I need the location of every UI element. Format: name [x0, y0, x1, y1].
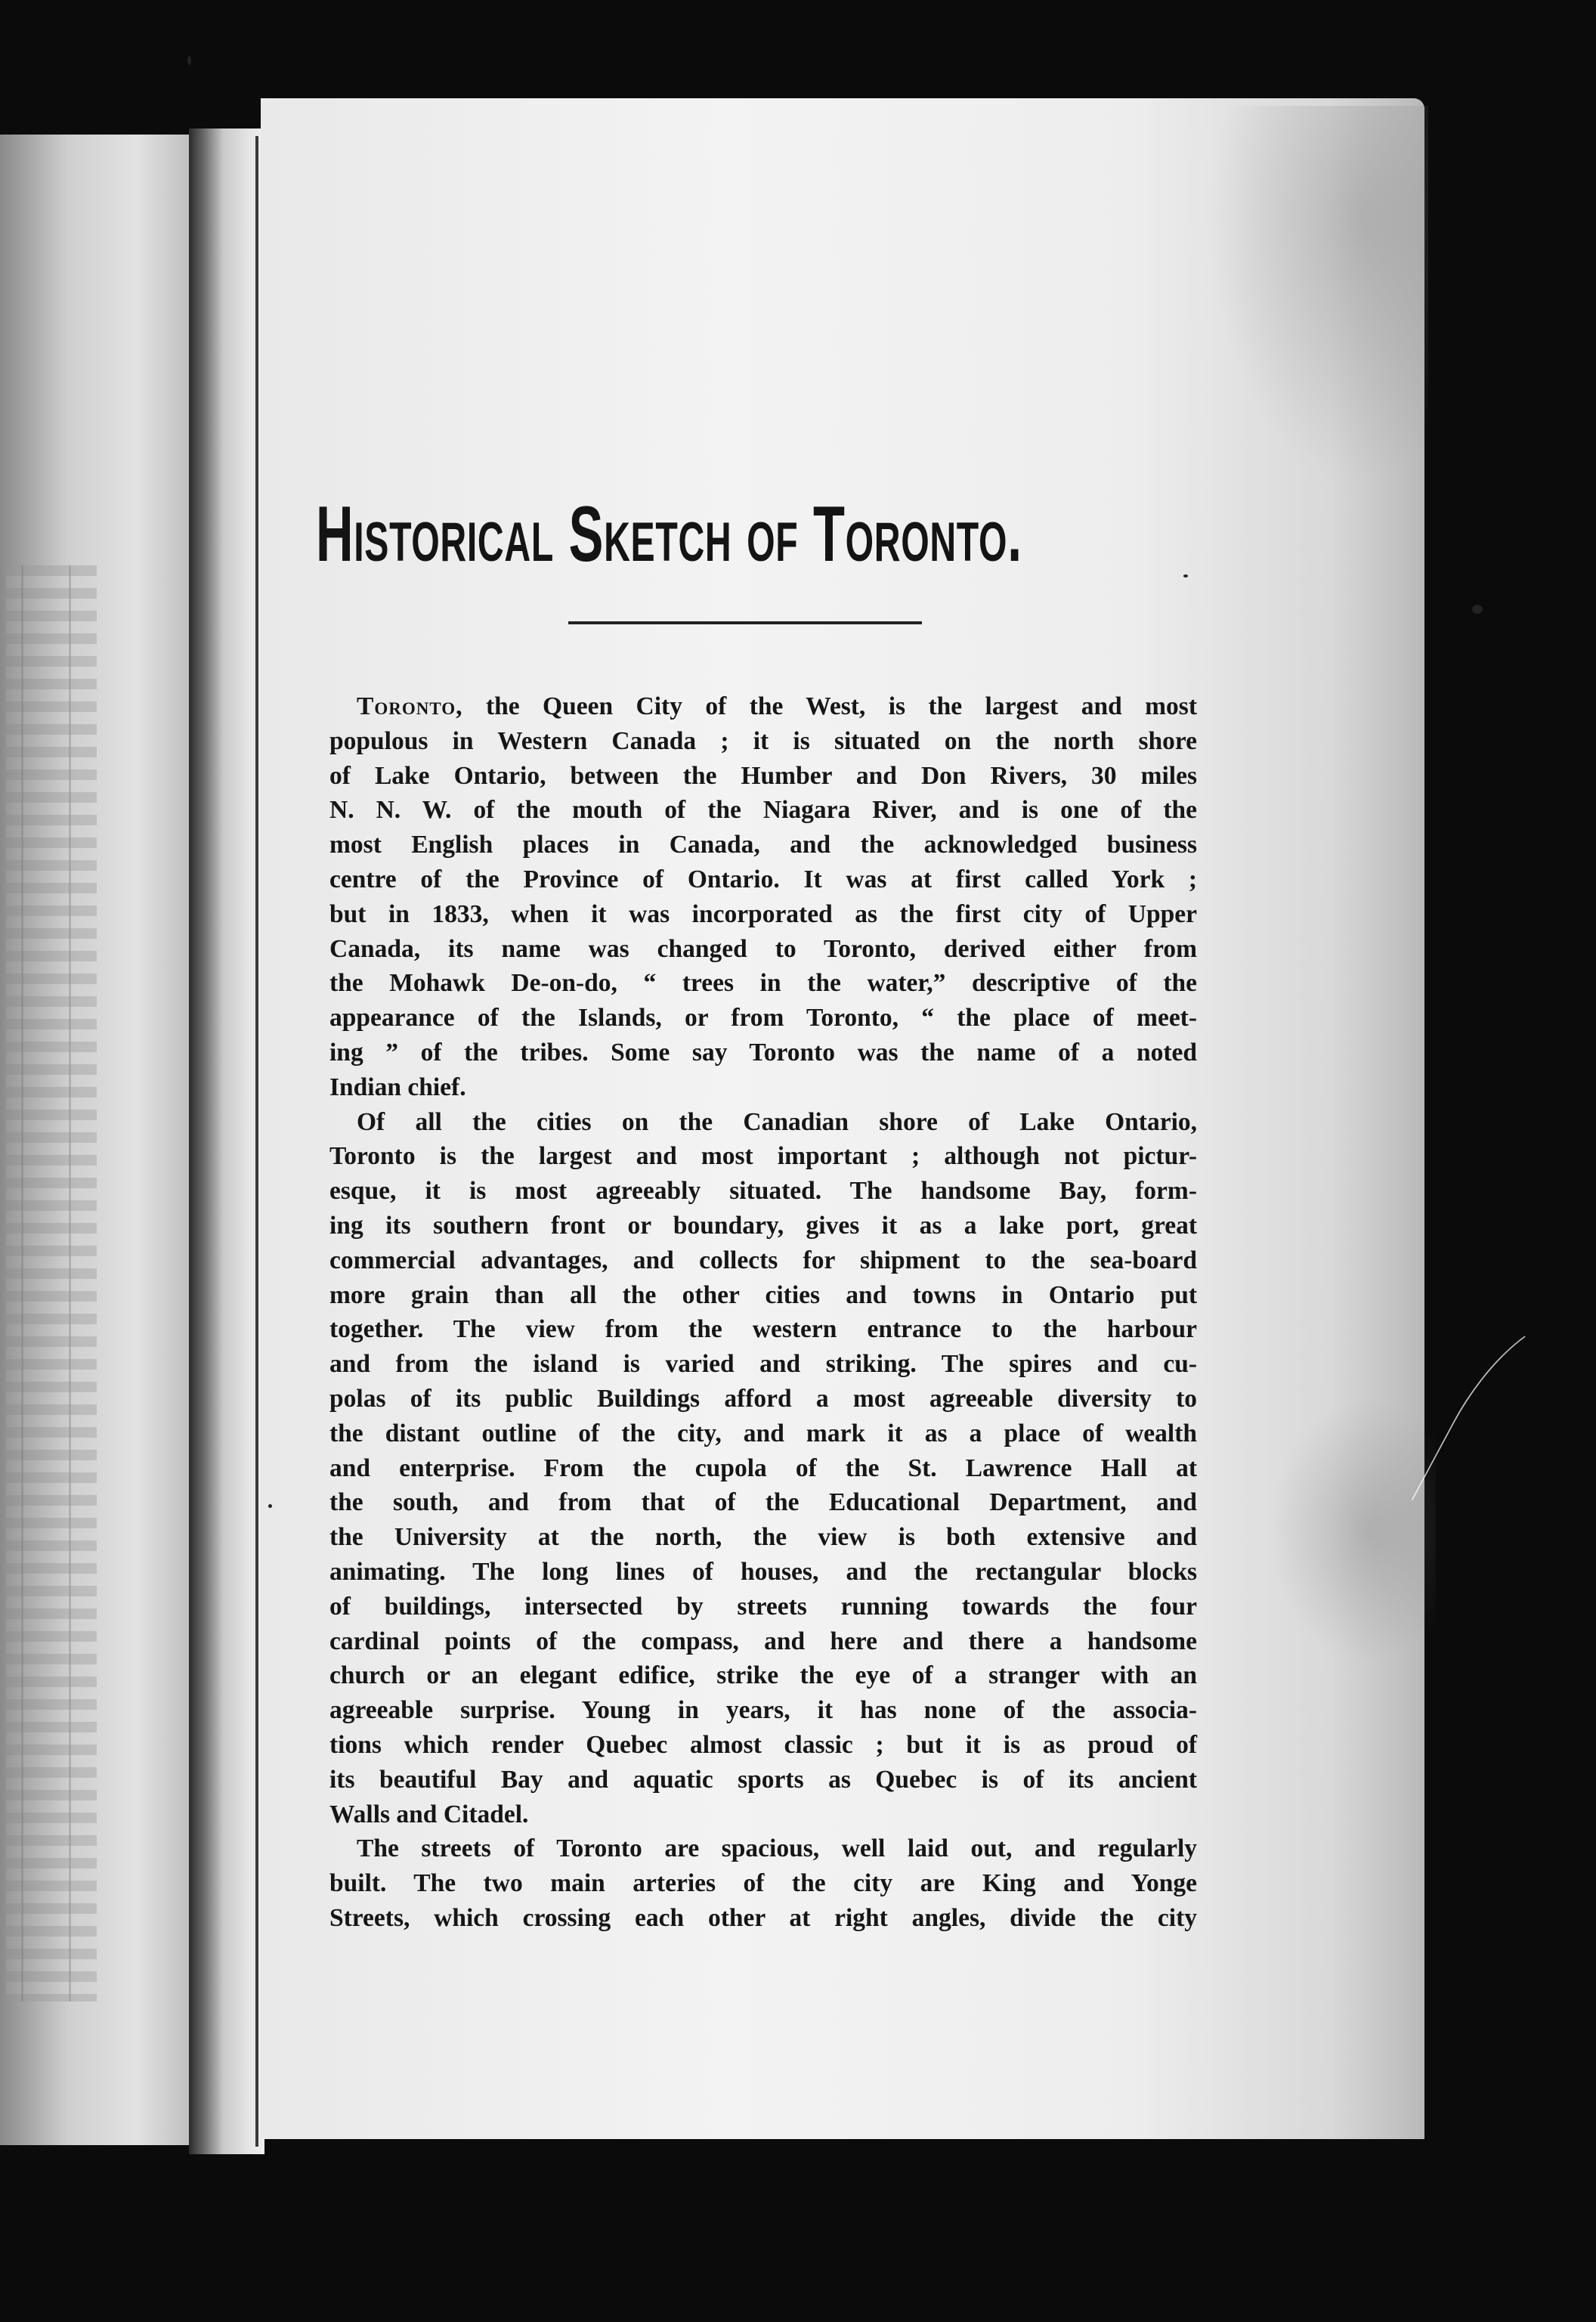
text-line: ing ” of the tribes. Some say Toronto was the name of a noted: [329, 1038, 1197, 1067]
text-line: more grain than all the other cities and towns in Ontario put: [329, 1280, 1197, 1309]
facing-page-edge: [0, 135, 195, 2145]
text-line: tions which render Quebec almost classic ; but it is as proud of: [329, 1730, 1197, 1759]
text-line: ing its southern front or boundary, gives it as a lake port, great: [329, 1211, 1197, 1240]
text-line: its beautiful Bay and aquatic sports as Quebec is of its ancient: [329, 1765, 1197, 1794]
text-line-content: the Queen City of the West, is the largest and most: [462, 692, 1197, 720]
text-line: and from the island is varied and striking. The spires and cu-: [329, 1350, 1197, 1379]
text-line: animating. The long lines of houses, and the rectangular blocks: [329, 1557, 1197, 1586]
text-line: populous in Western Canada ; it is situated on the north shore: [329, 726, 1197, 755]
dust-speck: [1183, 574, 1188, 577]
text-line: together. The view from the western entrance to the harbour: [329, 1315, 1197, 1344]
text-line: church or an elegant edifice, strike the eye of a stranger with an: [329, 1661, 1197, 1690]
text-line: agreeable surprise. Young in years, it has none of the associa-: [329, 1696, 1197, 1725]
dust-speck: [1472, 605, 1483, 614]
text-line: Streets, which crossing each other at right angles, divide the city: [329, 1903, 1197, 1932]
text-line: Canada, its name was changed to Toronto, derived either from: [329, 934, 1197, 963]
text-line: of buildings, intersected by streets running towards the four: [329, 1592, 1197, 1621]
paragraph: [329, 1105, 1197, 1832]
paragraph: [329, 689, 1197, 1105]
page-stain-top: [1209, 106, 1428, 484]
gutter-fold-line: [255, 136, 258, 2147]
text-line: built. The two main arteries of the city are King and Yonge: [329, 1869, 1197, 1898]
text-line: commercial advantages, and collects for shipment to the sea-board: [329, 1246, 1197, 1274]
text-line: N. N. W. of the mouth of the Niagara River, and is one of the: [329, 796, 1197, 825]
article-body: [329, 689, 1197, 1936]
text-line: appearance of the Islands, or from Toronto, “ the place of meet-: [329, 1004, 1197, 1033]
text-line: Indian chief.: [329, 1073, 466, 1101]
paragraph: [329, 1831, 1197, 1935]
text-line: the south, and from that of the Educational Department, and: [329, 1488, 1197, 1517]
text-line: Walls and Citadel.: [329, 1800, 529, 1828]
lead-word: Toronto,: [357, 692, 463, 720]
text-line: cardinal points of the compass, and here and there a handsome: [329, 1627, 1197, 1655]
text-line: of Lake Ontario, between the Humber and Don Rivers, 30 miles: [329, 761, 1197, 790]
text-line: esque, it is most agreeably situated. The handsome Bay, form-: [329, 1177, 1197, 1206]
text-line: and enterprise. From the cupola of the St. Lawrence Hall at: [329, 1454, 1197, 1482]
text-line: [329, 689, 1197, 724]
text-line: Of all the cities on the Canadian shore of Lake Ontario,: [357, 1107, 1197, 1136]
text-line: the Mohawk De-on-do, “ trees in the water,” descriptive of the: [329, 969, 1197, 998]
title-divider: [568, 621, 922, 624]
book-gutter: [189, 128, 264, 2154]
facing-page-ornament: [6, 565, 97, 2002]
page-stain-middle: [1270, 1398, 1436, 1663]
dust-speck: [268, 1504, 272, 1508]
dust-speck: [187, 56, 191, 65]
text-line: the University at the north, the view is both extensive and: [329, 1523, 1197, 1552]
text-line: Toronto is the largest and most important ; although not pictur-: [329, 1142, 1197, 1171]
text-line: The streets of Toronto are spacious, well laid out, and regularly: [357, 1834, 1197, 1863]
text-line: polas of its public Buildings afford a most agreeable diversity to: [329, 1384, 1197, 1413]
text-line: the distant outline of the city, and mark it as a place of wealth: [329, 1419, 1197, 1447]
text-line: most English places in Canada, and the acknowledged business: [329, 831, 1197, 859]
text-line: but in 1833, when it was incorporated as the first city of Upper: [329, 899, 1197, 928]
text-line: centre of the Province of Ontario. It was at first called York ;: [329, 865, 1197, 893]
page-title: Historical Sketch of Toronto.: [316, 490, 1022, 578]
